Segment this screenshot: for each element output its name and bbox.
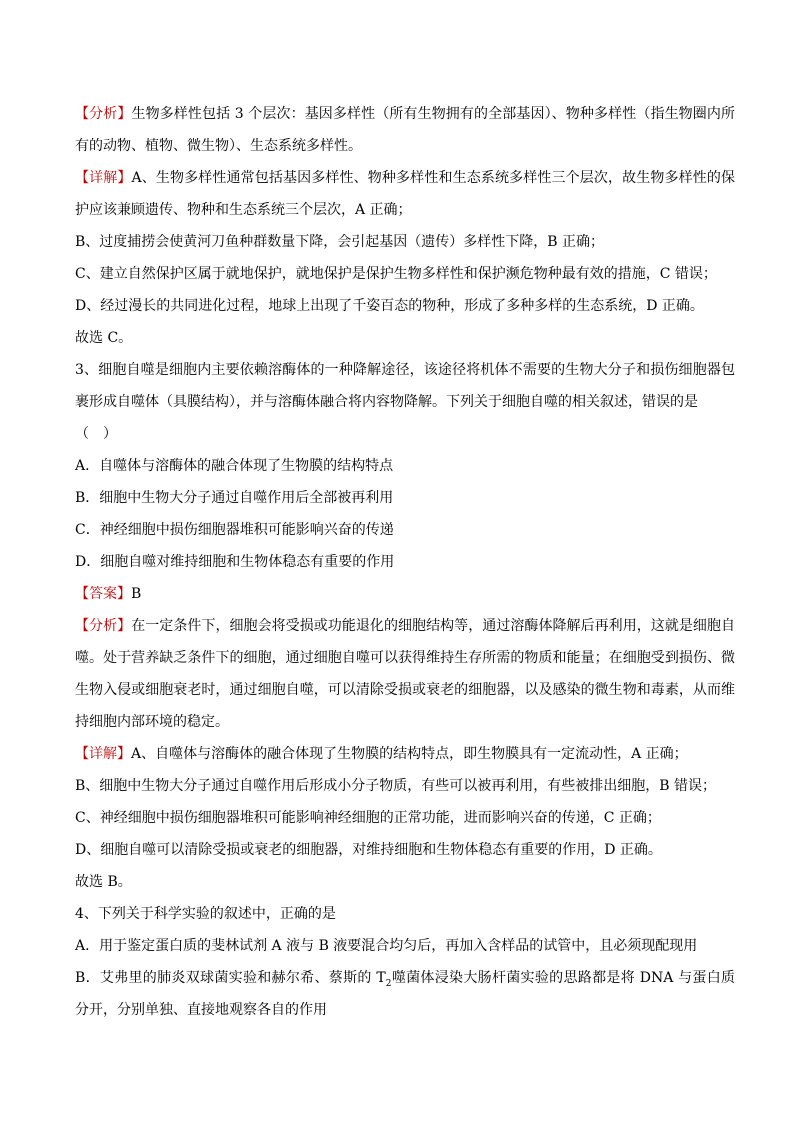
- detail-line-b: B、细胞中生物大分子通过自噬作用后形成小分子物质，有些可以被再利用，有些被排出细胞，B 错误；: [75, 778, 717, 794]
- detail-tag: 【详解】: [75, 170, 132, 186]
- question-3-option-c: C．神经细胞中损伤细胞器堆积可能影响兴奋的传递: [75, 522, 394, 538]
- question-4-stem: 4、下列关于科学实验的叙述中，正确的是: [75, 906, 336, 922]
- question-3-option-d: D．细胞自噬对维持细胞和生物体稳态有重要的作用: [75, 554, 395, 570]
- question-4-option-a: A．用于鉴定蛋白质的斐林试剂 A 液与 B 液要混合均匀后，再加入含样品的试管中，且必须现配现用: [75, 938, 698, 954]
- detail-text: A、自噬体与溶酶体的融合体现了生物膜的结构特点，即生物膜具有一定流动性，A 正确；: [131, 746, 688, 762]
- detail-line-b: B、过度捕捞会使黄河刀鱼种群数量下降，会引起基因（遗传）多样性下降，B 正确；: [75, 234, 605, 250]
- question-3-stem: [75, 354, 735, 418]
- question-3-paren: （ ）: [75, 426, 117, 442]
- analysis-text: 生物多样性包括 3 个层次：基因多样性（所有生物拥有的全部基因）、物种多样性（指生物圈内所有的动物、植物、微生物）、生态系统多样性。: [75, 106, 736, 154]
- answer-value: B: [131, 586, 142, 602]
- option-b-text-end: 噬菌体浸染大肠杆菌实验的思路都是将 DNA 与蛋白质分开，分别单独、直接地观察各自的作用: [75, 970, 736, 1018]
- conclusion: 故选 C。: [75, 330, 133, 346]
- detail-tag: 【详解】: [75, 746, 131, 762]
- question-3-detail: [75, 738, 735, 770]
- answer-tag: 【答案】: [75, 586, 131, 602]
- document-body: [75, 98, 735, 1026]
- conclusion: 故选 B。: [75, 874, 132, 890]
- phage-subscript: 2: [385, 978, 392, 989]
- detail-line-c: C、建立自然保护区属于就地保护，就地保护是保护生物多样性和保护濒危物种最有效的措施，C 错误；: [75, 266, 717, 282]
- analysis-paragraph: [75, 98, 735, 162]
- detail-line-d: D、细胞自噬可以清除受损或衰老的细胞器，对维持细胞和生物体稳态有重要的作用，D 正确。: [75, 842, 662, 858]
- question-4-option-b: [75, 962, 735, 1026]
- analysis-tag: 【分析】: [75, 618, 132, 634]
- answer-line: [75, 578, 735, 610]
- detail-line-c: C、神经细胞中损伤细胞器堆积可能影响神经细胞的正常功能，进而影响兴奋的传递，C 正确；: [75, 810, 661, 826]
- detail-text: A、生物多样性通常包括基因多样性、物种多样性和生态系统多样性三个层次，故生物多样性的保护应该兼顾遗传、物种和生态系统三个层次，A 正确；: [75, 170, 736, 218]
- question-3-option-b: B．细胞中生物大分子通过自噬作用后全部被再利用: [75, 490, 394, 506]
- detail-paragraph: [75, 162, 735, 226]
- detail-line-d: D、经过漫长的共同进化过程，地球上出现了千姿百态的物种，形成了多种多样的生态系统，D 正确。: [75, 298, 704, 314]
- option-b-text-start: B．艾弗里的肺炎双球菌实验和赫尔希、蔡斯的 T: [75, 970, 386, 986]
- question-3-text: 3、细胞自噬是细胞内主要依赖溶酶体的一种降解途径，该途径将机体不需要的生物大分子和损伤细胞器包裹形成自噬体（具膜结构），并与溶酶体融合将内容物降解。下列关于细胞自噬的相关叙述，错误的是: [75, 362, 735, 410]
- question-3-option-a: A．自噬体与溶酶体的融合体现了生物膜的结构特点: [75, 458, 394, 474]
- analysis-tag: 【分析】: [75, 106, 132, 122]
- question-3-analysis: [75, 610, 735, 738]
- analysis-text: 在一定条件下，细胞会将受损或功能退化的细胞结构等，通过溶酶体降解后再利用，这就是细胞自噬。处于营养缺乏条件下的细胞，通过细胞自噬可以获得维持生存所需的物质和能量；在细胞受到损伤、微生物入侵或细胞衰老时，通过细胞自噬，可以清除受损或衰老的细胞器，以及感染的微生物和毒素，从而维持细胞内部环境的稳定。: [75, 618, 736, 730]
